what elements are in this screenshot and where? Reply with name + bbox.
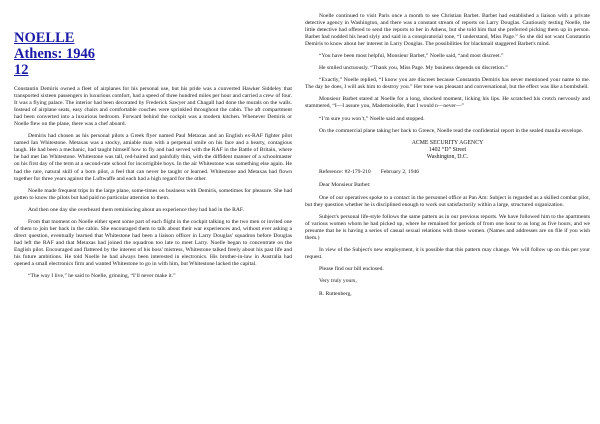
letter-paragraph: Please find our bill enclosed. <box>319 266 384 273</box>
letter-signature: R. Ruttenberg, <box>319 291 352 298</box>
paragraph: Demiris had chosen as his personal pilots a Greek flyer named Paul Metaxas and an English ex-RAF fighter pilot named Ian Whitestone. Metaxas was a stocky, amiable man with a perpetual smile on his face and a hearty, contagious laugh. He had been a mechanic, had taught himself how to fly and had served with the RAF in the Battle of Britain, where he had met Ian Whitestone. Whitestone was tall, red-haired and painfully thin, with the diffident manner of a schoolmaster on his first day of the term at a second-rate school for incorrigible boys. In the air Whitestone was something else again. He had the rare, natural skill of a born pilot, a feel that can never be taught or learned. Whitestone and Metaxas had flown together for three years against the Luftwaffe and each had a high regard for the other. <box>14 133 292 182</box>
letterhead <box>305 140 590 162</box>
paragraph: “I’m sure you won’t,” Noelle said and stopped. <box>319 115 425 122</box>
reference-number: Reference: #2-179-210 <box>319 168 371 175</box>
paragraph: Noelle made frequent trips in the large plane, some-times on business with Demiris, sometimes for pleasure. She had gotten to know the pilots but had paid no particular attention to them. <box>14 187 292 201</box>
paragraph: Monsieur Barbet stared at Noelle for a long, shocked moment, licking his lips. He scratched his crotch nervously and stammered, “I—I assure you, Mademoiselle, that I would n—never—” <box>305 96 590 110</box>
paragraph: From that moment on Noelle either spent some part of each flight in the cockpit talking to the two men or invited one of them to join her back in the cabin. She encouraged them to talk about their war experiences and, without ever asking a direct question, eventually learned that Whitestone had been a liaison officer in Larry Douglas' squadron before Douglas had left the RAF and that Metaxas had joined the squadron too late to meet Larry. Noelle began to concentrate on the English pilot. Encouraged and flattered by the interest of his boss' mistress, Whitestone talked freely about his past life and his future ambitions. He told Noelle he had always been interested in electronics. His brother-in-law in Australia had opened a small electronics firm and wanted Whitestone to go in with him, but Whitestone lacked the capital. <box>14 218 292 268</box>
letter-date: February 2, 1946 <box>380 168 420 175</box>
agency-city: Washington, D.C. <box>426 154 469 161</box>
salutation: Dear Monsieur Barbet: <box>319 181 371 188</box>
chapter-heading <box>14 30 292 78</box>
chapter-location-link[interactable]: Athens: 1946 <box>14 46 95 62</box>
letter-paragraph: In view of the Subject's new employment, it is possible that this pattern may change. We will follow up on this per your request. <box>305 247 590 261</box>
letter-closing: Very truly yours, <box>319 278 357 285</box>
paragraph: He smiled unctuously. “Thank you, Miss Page. My business depends on discretion.” <box>319 65 508 72</box>
agency-name: ACME SECURITY AGENCY <box>411 139 484 146</box>
chapter-number-link[interactable]: 12 <box>14 62 29 78</box>
agency-letter <box>305 140 590 299</box>
paragraph: “You have been most helpful, Monsieur Barbet,” Noelle said, “and most discreet.” <box>319 53 504 60</box>
letter-paragraph: Subject's personal life-style follows the same pattern as in our previous reports. We have followed him to the apartments of various women whom he had picked up, where he remained for periods of from one hour to as long as five hours, and we presume that he is having a series of casual sexual relations with those women. (Names and addresses are on file if you wish them.) <box>305 213 590 242</box>
left-column <box>14 0 292 285</box>
paragraph: Constantin Demiris owned a fleet of airplanes for his personal use, but his pride was a converted Hawker Siddeley that transported sixteen passengers in luxurious comfort, had a speed of three hundred miles per hour and carried a crew of four. It was a flying palace. The interior had been decorated by Frederick Sawyer and Chagall had done the murals on the walls. Instead of airplane seats, easy chairs and comfortable couches were sprinkled throughout the cabin. The aft compartment had been converted into a luxurious bedroom. Forward behind the cockpit was a modern kitchen. Whenever Demiris or Noelle flew on the plane, there was a chef aboard. <box>14 86 292 128</box>
right-column <box>305 13 590 304</box>
paragraph: “The way I live,” he said to Noelle, grinning, “I’ll never make it.” <box>28 273 176 280</box>
paragraph: “Exactly,” Noelle replied, “I know you are discreet because Constantin Demiris has never mentioned your name to me. The day he does, I will ask him to destroy you.” Her tone was pleasant and conversational, but the effect was like a bombshell. <box>305 77 590 91</box>
agency-street: 1402 “D” Street <box>428 147 467 154</box>
letter-paragraph: One of our operatives spoke to a contact in the personnel office at Pan Am: Subject is regarded as a skilled combat pilot, but they question whether he is disciplined enough to work out satisfactorily within a large, structured organization. <box>305 194 590 208</box>
reference-line <box>305 169 590 176</box>
paragraph: And then one day she overheard them reminiscing about an experience they had had in the RAF. <box>28 206 244 213</box>
paragraph: On the commercial plane taking her back to Greece, Noelle read the confidential report in the sealed manila envelope. <box>319 127 584 134</box>
paragraph: Noelle continued to visit Paris once a month to see Christian Barbet. Barbet had established a liaison with a private detective agency in Washington, and there was a constant stream of reports on Larry Douglas. Cautiously testing Noelle, the little detective had offered to send the reports to her in Athens, but she told him that she preferred picking them up in person. Barbet had nodded his head slyly and said in a conspiratorial tone, “I understand, Miss Page.” So she did not want Constantin Demiris to know about her interest in Larry Douglas. The possibilities for blackmail staggered Barbet's mind. <box>305 13 590 48</box>
story-title-link[interactable]: NOELLE <box>14 30 75 46</box>
